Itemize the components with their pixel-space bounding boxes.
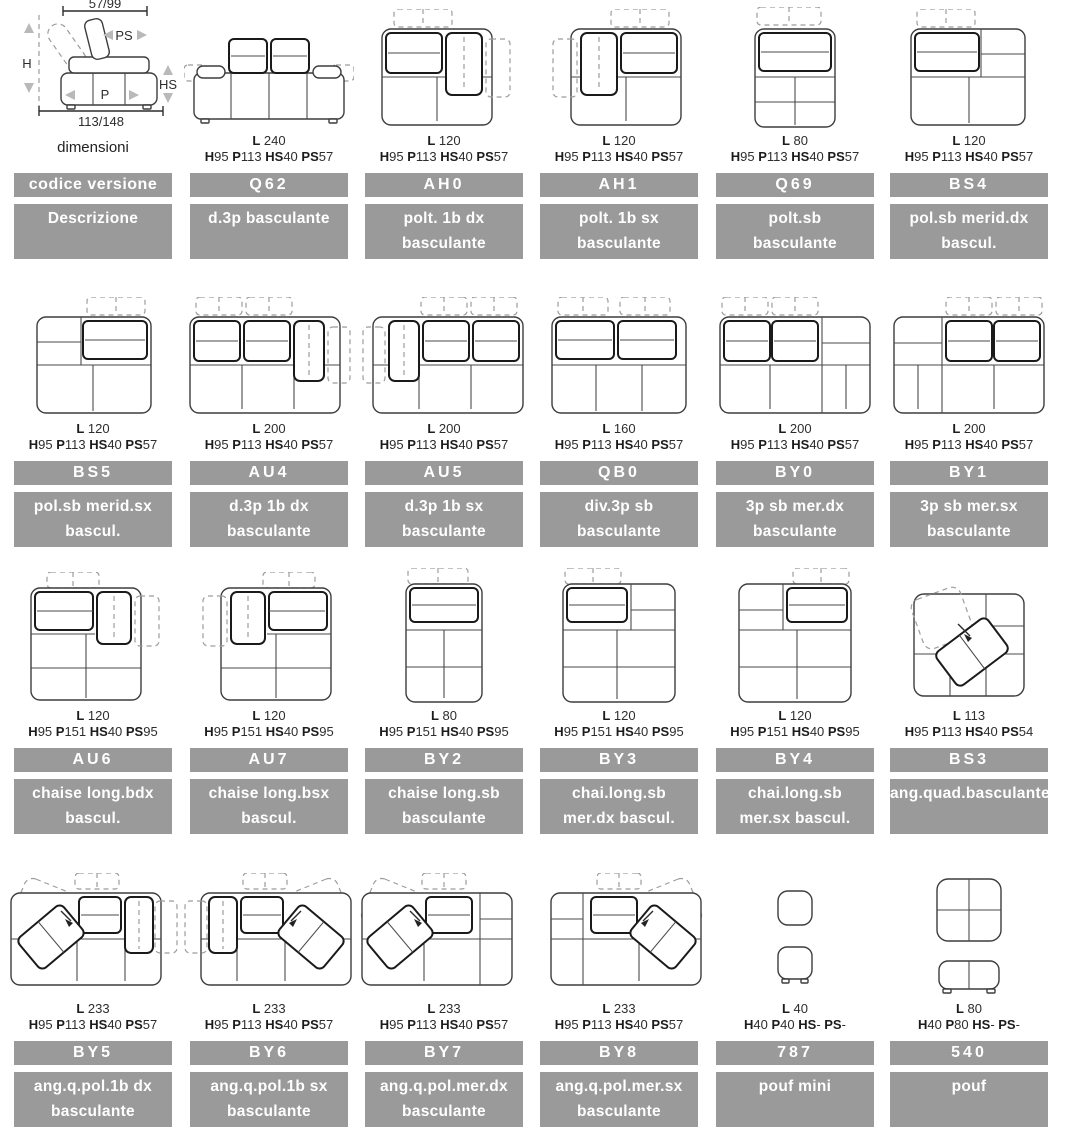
module-code-badge: BS5 xyxy=(14,461,172,485)
module-length: L 200 xyxy=(778,421,812,436)
module-dimensions xyxy=(881,421,1057,453)
module-card xyxy=(190,868,348,1133)
module-length: L 113 xyxy=(952,708,986,723)
chaise-arm-left-top-diagram xyxy=(180,575,358,709)
armchair-arm-right-top-diagram xyxy=(355,0,533,134)
module-description-line: bascul. xyxy=(941,235,997,252)
armchair-arm-left-top-diagram xyxy=(530,0,708,134)
module-dimensions xyxy=(181,421,357,453)
module-description-line: d.3p basculante xyxy=(208,210,330,227)
module-code-badge: AU4 xyxy=(190,461,348,485)
module-dimensions xyxy=(5,1001,181,1033)
module-description-line: polt. 1b dx xyxy=(403,210,485,227)
module-dim-detail: H95 P151 HS40 PS95 xyxy=(379,724,509,739)
module-card xyxy=(890,288,1048,553)
module-card xyxy=(14,868,172,1133)
svg-text:113/148: 113/148 xyxy=(77,114,125,129)
module-dimensions xyxy=(707,421,883,453)
module-description-line: chaise long.bsx xyxy=(208,785,330,802)
module-dim-detail: H95 P113 HS40 PS57 xyxy=(28,1017,158,1032)
module-length: L 200 xyxy=(252,421,286,436)
module-description-line: basculante xyxy=(227,1103,311,1120)
module-length: L 120 xyxy=(602,133,636,148)
pouf-mini-diagram xyxy=(706,868,884,1002)
module-description-badge xyxy=(890,779,1048,834)
module-dim-detail: H95 P113 HS40 PS54 xyxy=(904,724,1034,739)
armless-meridienne-right-top-diagram xyxy=(880,0,1058,134)
module-length: L 120 xyxy=(952,133,986,148)
module-description-line: chaise long.sb xyxy=(388,785,500,802)
module-code-badge: AH0 xyxy=(365,173,523,197)
svg-text:P: P xyxy=(100,87,110,102)
module-description-line: basculante xyxy=(227,523,311,540)
sofa-3p-armless-top-diagram xyxy=(530,288,708,422)
module-code-badge: 787 xyxy=(716,1041,874,1065)
module-code-badge: Q69 xyxy=(716,173,874,197)
module-code-badge: BY8 xyxy=(540,1041,698,1065)
module-dimensions xyxy=(531,1001,707,1033)
module-length: L 80 xyxy=(430,708,458,723)
module-description-line: chaise long.bdx xyxy=(32,785,154,802)
chaise-arm-right-top-diagram xyxy=(4,575,182,709)
module-description-badge xyxy=(365,779,523,834)
module-dimensions xyxy=(5,421,181,453)
module-code-badge: AU6 xyxy=(14,748,172,772)
module-code-badge: AH1 xyxy=(540,173,698,197)
module-card xyxy=(890,0,1048,265)
module-dimensions xyxy=(707,708,883,740)
module-description-line: ang.quad.basculante xyxy=(890,785,1050,802)
module-description-badge xyxy=(540,779,698,834)
module-code-badge: Q62 xyxy=(190,173,348,197)
module-length: L 120 xyxy=(602,708,636,723)
module-description-line: polt. 1b sx xyxy=(579,210,659,227)
corner-arm-left-top-diagram xyxy=(180,868,358,1002)
module-code-badge: BY0 xyxy=(716,461,874,485)
module-description-line: d.3p 1b sx xyxy=(404,498,484,515)
module-code-badge: BY5 xyxy=(14,1041,172,1065)
module-dim-detail: H95 P151 HS40 PS95 xyxy=(28,724,158,739)
module-code-badge: BY2 xyxy=(365,748,523,772)
module-code-badge: BY3 xyxy=(540,748,698,772)
svg-text:PS: PS xyxy=(115,28,133,43)
module-card xyxy=(890,868,1048,1133)
module-description-line: pouf mini xyxy=(758,1078,832,1095)
module-description-badge xyxy=(716,492,874,547)
module-description-line: basculante xyxy=(402,523,486,540)
module-dimensions xyxy=(181,1001,357,1033)
module-length: L 233 xyxy=(427,1001,461,1016)
sofa-3p-front-diagram xyxy=(180,0,358,134)
module-description-line: chai.long.sb xyxy=(747,785,843,802)
module-dim-detail: H95 P113 HS40 PS57 xyxy=(730,149,860,164)
module-code-badge: BS3 xyxy=(890,748,1048,772)
module-description-badge xyxy=(890,492,1048,547)
module-code-badge: BY1 xyxy=(890,461,1048,485)
module-code-badge: BY7 xyxy=(365,1041,523,1065)
module-dimensions xyxy=(707,133,883,165)
module-dim-detail: H95 P113 HS40 PS57 xyxy=(379,1017,509,1032)
module-description-line: basculante xyxy=(927,523,1011,540)
module-description-line: basculante xyxy=(753,523,837,540)
armless-meridienne-left-top-diagram xyxy=(4,288,182,422)
module-description-badge xyxy=(716,204,874,259)
module-description-line: ang.q.pol.mer.dx xyxy=(380,1078,508,1095)
module-description-line: ang.q.pol.1b sx xyxy=(210,1078,328,1095)
sofa-3p-arm-left-top-diagram xyxy=(355,288,533,422)
description-header-badge xyxy=(14,204,172,259)
module-description-line: polt.sb xyxy=(768,210,822,227)
module-description-line: basculante xyxy=(402,810,486,827)
module-description-line: chai.long.sb xyxy=(571,785,667,802)
module-dim-detail: H95 P113 HS40 PS57 xyxy=(28,437,158,452)
module-code-badge: BY6 xyxy=(190,1041,348,1065)
module-description-line: 3p sb mer.sx xyxy=(920,498,1018,515)
module-dimensions xyxy=(881,133,1057,165)
module-dimensions xyxy=(181,708,357,740)
module-description-line: basculante xyxy=(753,235,837,252)
dimensions-legend-diagram xyxy=(4,0,182,134)
module-dim-detail: H40 P80 HS- PS- xyxy=(918,1017,1020,1032)
module-length: L 40 xyxy=(781,1001,809,1016)
module-code-badge: 540 xyxy=(890,1041,1048,1065)
module-description-line: pol.sb merid.sx xyxy=(33,498,153,515)
module-dim-detail: H95 P113 HS40 PS57 xyxy=(904,437,1034,452)
module-dim-detail: H40 P40 HS- PS- xyxy=(744,1017,846,1032)
svg-text:HS: HS xyxy=(158,77,178,92)
module-description-badge xyxy=(14,779,172,834)
module-card xyxy=(190,288,348,553)
module-description-badge xyxy=(190,492,348,547)
module-description-badge xyxy=(890,1072,1048,1127)
module-description-badge xyxy=(190,204,348,259)
module-description-badge xyxy=(716,779,874,834)
module-card xyxy=(540,575,698,840)
module-description-line: bascul. xyxy=(65,810,121,827)
module-description-line: bascul. xyxy=(65,523,121,540)
module-description-badge xyxy=(540,204,698,259)
module-dimensions xyxy=(356,1001,532,1033)
module-dimensions xyxy=(531,421,707,453)
pouf-diagram xyxy=(880,868,1058,1002)
module-dim-detail: H95 P113 HS40 PS57 xyxy=(904,149,1034,164)
module-dim-detail: H95 P151 HS40 PS95 xyxy=(730,724,860,739)
corner-arm-right-top-diagram xyxy=(4,868,182,1002)
module-length: L 200 xyxy=(952,421,986,436)
module-dim-detail: H95 P113 HS40 PS57 xyxy=(730,437,860,452)
module-card xyxy=(365,575,523,840)
module-description-line: basculante xyxy=(402,235,486,252)
module-dimensions xyxy=(5,708,181,740)
module-description-badge xyxy=(540,492,698,547)
module-description-line: basculante xyxy=(402,1103,486,1120)
module-dim-detail: H95 P113 HS40 PS57 xyxy=(204,437,334,452)
module-dim-detail: H95 P113 HS40 PS57 xyxy=(379,149,509,164)
chaise-meridienne-right-top-diagram xyxy=(530,575,708,709)
module-description-badge xyxy=(190,779,348,834)
module-dimensions xyxy=(881,708,1057,740)
module-dimensions xyxy=(181,133,357,165)
module-description-badge xyxy=(540,1072,698,1127)
module-card xyxy=(365,288,523,553)
module-dim-detail: H95 P151 HS40 PS95 xyxy=(554,724,684,739)
module-dimensions xyxy=(531,708,707,740)
module-card xyxy=(365,868,523,1133)
module-length: L 233 xyxy=(76,1001,110,1016)
module-length: L 120 xyxy=(252,708,286,723)
module-dimensions xyxy=(707,1001,883,1033)
module-length: L 240 xyxy=(252,133,286,148)
module-card xyxy=(540,288,698,553)
svg-text:57/99: 57/99 xyxy=(88,0,122,11)
module-description-line: div.3p sb xyxy=(584,498,654,515)
module-length: L 80 xyxy=(955,1001,983,1016)
module-description-line: basculante xyxy=(577,1103,661,1120)
module-description-badge xyxy=(14,1072,172,1127)
module-description-badge xyxy=(365,1072,523,1127)
module-dimensions xyxy=(356,708,532,740)
chaise-meridienne-left-top-diagram xyxy=(706,575,884,709)
sofa-3p-meridienne-left-top-diagram xyxy=(880,288,1058,422)
module-dim-detail: H95 P113 HS40 PS57 xyxy=(554,437,684,452)
description-header-label: Descrizione xyxy=(47,210,139,227)
module-dim-detail: H95 P113 HS40 PS57 xyxy=(204,149,334,164)
module-description-badge xyxy=(890,204,1048,259)
module-card xyxy=(14,575,172,840)
module-length: L 80 xyxy=(781,133,809,148)
sofa-3p-arm-right-top-diagram xyxy=(180,288,358,422)
chaise-armless-top-diagram xyxy=(355,575,533,709)
module-card xyxy=(716,288,874,553)
module-dim-detail: H95 P113 HS40 PS57 xyxy=(379,437,509,452)
corner-meridienne-right-top-diagram xyxy=(355,868,533,1002)
module-card xyxy=(716,0,874,265)
module-description-line: ang.q.pol.mer.sx xyxy=(555,1078,683,1095)
legend-title: dimensioni xyxy=(57,139,129,156)
legend-card xyxy=(14,0,178,265)
module-code-badge: AU7 xyxy=(190,748,348,772)
module-code-badge: QB0 xyxy=(540,461,698,485)
module-card xyxy=(540,868,698,1133)
module-dim-detail: H95 P113 HS40 PS57 xyxy=(554,1017,684,1032)
module-card xyxy=(190,0,348,265)
module-description-badge xyxy=(365,492,523,547)
module-description-line: 3p sb mer.dx xyxy=(745,498,845,515)
module-description-line: pouf xyxy=(951,1078,987,1095)
module-length: L 200 xyxy=(427,421,461,436)
module-description-line: basculante xyxy=(577,235,661,252)
code-header-badge: codice versione xyxy=(14,173,172,197)
module-dim-detail: H95 P113 HS40 PS57 xyxy=(554,149,684,164)
svg-text:H: H xyxy=(22,56,32,71)
module-dimensions xyxy=(356,133,532,165)
module-description-line: d.3p 1b dx xyxy=(229,498,309,515)
module-card xyxy=(716,868,874,1133)
module-dimensions xyxy=(356,421,532,453)
module-card xyxy=(190,575,348,840)
module-length: L 160 xyxy=(602,421,636,436)
module-length: L 120 xyxy=(778,708,812,723)
module-code-badge: BY4 xyxy=(716,748,874,772)
module-card xyxy=(890,575,1048,840)
module-card xyxy=(14,288,172,553)
module-length: L 233 xyxy=(602,1001,636,1016)
module-description-line: basculante xyxy=(51,1103,135,1120)
module-description-badge xyxy=(365,204,523,259)
module-card xyxy=(365,0,523,265)
sofa-3p-meridienne-right-top-diagram xyxy=(706,288,884,422)
module-code-badge: AU5 xyxy=(365,461,523,485)
module-dimensions xyxy=(881,1001,1057,1033)
module-dimensions xyxy=(531,133,707,165)
module-description-badge xyxy=(716,1072,874,1127)
module-description-line: mer.dx bascul. xyxy=(563,810,675,827)
module-dim-detail: H95 P151 HS40 PS95 xyxy=(204,724,334,739)
corner-meridienne-left-top-diagram xyxy=(530,868,708,1002)
module-length: L 120 xyxy=(76,421,110,436)
module-description-badge xyxy=(190,1072,348,1127)
module-length: L 233 xyxy=(252,1001,286,1016)
module-card xyxy=(716,575,874,840)
module-description-line: ang.q.pol.1b dx xyxy=(33,1078,153,1095)
module-code-badge: BS4 xyxy=(890,173,1048,197)
module-description-badge xyxy=(14,492,172,547)
module-dim-detail: H95 P113 HS40 PS57 xyxy=(204,1017,334,1032)
module-description-line: basculante xyxy=(577,523,661,540)
module-description-line: pol.sb merid.dx xyxy=(909,210,1029,227)
module-length: L 120 xyxy=(427,133,461,148)
module-card xyxy=(540,0,698,265)
corner-square-top-diagram xyxy=(880,575,1058,709)
module-length: L 120 xyxy=(76,708,110,723)
module-description-line: bascul. xyxy=(241,810,297,827)
armchair-armless-top-diagram xyxy=(706,0,884,134)
module-description-line: mer.sx bascul. xyxy=(739,810,851,827)
